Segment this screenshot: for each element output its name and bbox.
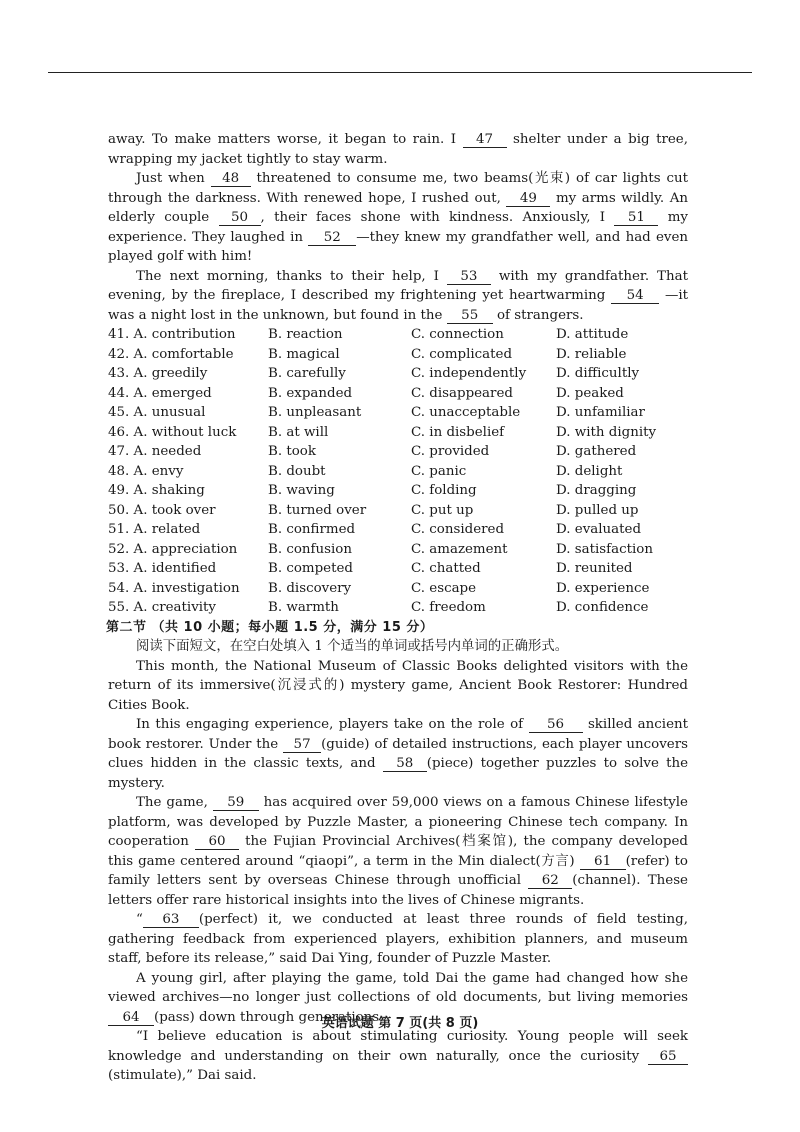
option-row-51 [108, 520, 688, 540]
text: with my grandfather. That evening, by the fireplace, I described my frightening yet heartwarming [108, 268, 688, 303]
option-row-49 [108, 481, 688, 501]
option-row-48 [108, 462, 688, 482]
top-rule [48, 72, 752, 73]
blank-57[interactable]: 57 [283, 737, 321, 753]
option-d[interactable]: D. confidence [556, 600, 649, 615]
option-c[interactable]: C. provided [411, 444, 490, 459]
option-c[interactable]: C. freedom [411, 600, 486, 615]
option-b[interactable]: B. warmth [268, 600, 339, 615]
text: “I believe education is about stimulating curiosity. Young people will seek knowledge and understanding on their own naturally, once the curiosity [108, 1029, 688, 1064]
option-a[interactable]: 49. A. shaking [108, 483, 205, 498]
passage2-paragraph-3 [108, 793, 688, 910]
option-d[interactable]: D. difficultly [556, 366, 640, 381]
option-c[interactable]: C. chatted [411, 561, 481, 576]
option-b[interactable]: B. at will [268, 424, 329, 440]
option-row-45 [108, 403, 688, 423]
text: (pass) down through generations. [154, 1009, 384, 1025]
option-row-55 [108, 598, 688, 618]
option-b[interactable]: B. waving [268, 483, 335, 498]
option-c[interactable]: C. folding [411, 483, 477, 498]
passage1-paragraph-3 [108, 267, 688, 326]
text: has acquired over 59,000 views on a famous Chinese lifestyle platform, was developed by Puzzle Master, a pioneering Chinese tech company. In cooperation [108, 795, 688, 849]
blank-55[interactable]: 55 [447, 308, 493, 324]
blank-54[interactable]: 54 [611, 288, 659, 304]
option-a[interactable]: 42. A. comfortable [108, 346, 234, 362]
passage1-paragraph-1 [108, 130, 688, 169]
option-d[interactable]: D. reunited [556, 561, 633, 576]
option-c[interactable]: C. put up [411, 502, 474, 518]
option-row-50 [108, 501, 688, 521]
option-row-54 [108, 579, 688, 599]
option-a[interactable]: 51. A. related [108, 522, 201, 537]
option-row-46 [108, 423, 688, 443]
option-a[interactable]: 55. A. creativity [108, 600, 217, 615]
option-b[interactable]: B. turned over [268, 502, 367, 518]
text: Just when [136, 171, 205, 186]
option-c[interactable]: C. in disbelief [411, 424, 505, 440]
text: shelter under a big tree, wrapping my jacket tightly to stay warm. [108, 132, 688, 167]
text: the Fujian Provincial Archives(档案馆), the company developed this game centered around “qiaopi”, a term in the Min dialect(方言) [108, 834, 688, 869]
option-b[interactable]: B. expanded [268, 385, 353, 401]
text: away. To make matters worse, it began to rain. I [108, 132, 457, 147]
option-a[interactable]: 46. A. without luck [108, 424, 237, 440]
option-row-42 [108, 345, 688, 365]
section2-instruction: 阅读下面短文，在空白处填入 1 个适当的单词或括号内单词的正确形式。 [136, 639, 569, 654]
option-d[interactable]: D. unfamiliar [556, 405, 645, 420]
passage2-paragraph-6 [108, 1027, 688, 1086]
option-c[interactable]: C. escape [411, 580, 477, 596]
option-c[interactable]: C. independently [411, 366, 527, 381]
option-a[interactable]: 52. A. appreciation [108, 541, 238, 557]
text: (refer) to family letters sent by overseas Chinese through unofficial [108, 853, 688, 888]
option-row-52 [108, 540, 688, 560]
passage2-paragraph-4 [108, 910, 688, 969]
text: —they knew my grandfather well, and had even played golf with him! [108, 229, 688, 264]
option-b[interactable]: B. discovery [268, 580, 352, 596]
blank-61[interactable]: 61 [580, 854, 626, 870]
option-row-43 [108, 364, 688, 384]
exam-content [108, 130, 688, 1086]
option-d[interactable]: D. reliable [556, 346, 627, 362]
passage2-paragraph-1: This month, the National Museum of Classic Books delighted visitors with the return of its immersive(沉浸式的) mystery game, Ancient Book Restorer: Hundred Cities Book. [108, 658, 688, 713]
option-d[interactable]: D. with dignity [556, 424, 657, 440]
option-c[interactable]: C. connection [411, 327, 504, 342]
option-a[interactable]: 48. A. envy [108, 463, 184, 479]
option-a[interactable]: 53. A. identified [108, 561, 217, 576]
option-row-53 [108, 559, 688, 579]
text: A young girl, after playing the game, told Dai the game had changed how she viewed archives—no longer just collections of old documents, but living memories [108, 970, 688, 1005]
option-b[interactable]: B. doubt [268, 463, 326, 479]
option-d[interactable]: D. experience [556, 580, 650, 596]
option-a[interactable]: 54. A. investigation [108, 580, 240, 596]
option-row-44 [108, 384, 688, 404]
text: “ [136, 912, 143, 927]
option-a[interactable]: 43. A. greedily [108, 366, 208, 381]
option-c[interactable]: C. considered [411, 522, 505, 537]
option-c[interactable]: C. complicated [411, 346, 513, 362]
blank-51[interactable]: 51 [614, 210, 658, 226]
blank-59[interactable]: 59 [213, 795, 259, 811]
blank-53[interactable]: 53 [447, 269, 491, 285]
text: (guide) of detailed instructions, each player uncovers clues hidden in the classic texts, and [108, 736, 688, 771]
blank-65[interactable]: 65 [648, 1049, 688, 1065]
option-a[interactable]: 44. A. emerged [108, 385, 212, 401]
option-d[interactable]: D. delight [556, 463, 623, 479]
page-footer: 英语试题 第 7 页(共 8 页) [321, 1016, 479, 1031]
option-c[interactable]: C. amazement [411, 541, 508, 557]
option-c[interactable]: C. unacceptable [411, 405, 521, 420]
option-d[interactable]: D. attitude [556, 327, 629, 342]
option-row-47 [108, 442, 688, 462]
option-b[interactable]: B. confusion [268, 541, 352, 557]
option-d[interactable]: D. pulled up [556, 502, 639, 518]
option-row-41 [108, 325, 688, 345]
option-d[interactable]: D. satisfaction [556, 541, 653, 557]
text: my arms wildly. An elderly couple [108, 190, 688, 225]
option-a[interactable]: 45. A. unusual [108, 405, 206, 420]
text: threatened to consume me, two beams(光束) of car lights cut through the darkness. With renewed hope, I rushed out, [108, 171, 689, 206]
text: skilled ancient book restorer. Under the [108, 717, 688, 752]
text: —it was a night lost in the unknown, but found in the [108, 288, 688, 323]
blank-62[interactable]: 62 [528, 873, 572, 889]
text: (piece) together puzzles to solve the mystery. [108, 756, 689, 791]
section2-heading: 第二节 （共 10 小题；每小题 1.5 分，满分 15 分） [106, 619, 434, 635]
text: The next morning, thanks to their help, I [136, 268, 439, 284]
blank-49[interactable]: 49 [506, 191, 550, 207]
option-a[interactable]: 50. A. took over [108, 502, 216, 518]
blank-47[interactable]: 47 [463, 132, 507, 148]
blank-58[interactable]: 58 [383, 756, 427, 772]
passage1-paragraph-2 [108, 169, 688, 267]
blank-63[interactable]: 63 [143, 912, 199, 928]
option-d[interactable]: D. gathered [556, 444, 637, 459]
option-b[interactable]: B. reaction [268, 327, 343, 342]
text: (stimulate),” Dai said. [108, 1068, 257, 1083]
blank-60[interactable]: 60 [195, 834, 239, 850]
blank-50[interactable]: 50 [219, 210, 261, 226]
blank-52[interactable]: 52 [308, 230, 356, 246]
option-c[interactable]: C. disappeared [411, 385, 513, 401]
option-d[interactable]: D. peaked [556, 385, 624, 401]
option-a[interactable]: 47. A. needed [108, 444, 202, 459]
blank-48[interactable]: 48 [211, 171, 251, 187]
option-d[interactable]: D. dragging [556, 483, 637, 498]
text: In this engaging experience, players take on the role of [136, 717, 524, 732]
option-b[interactable]: B. magical [268, 346, 340, 362]
blank-64[interactable]: 64 [108, 1010, 154, 1026]
text: my experience. They laughed in [108, 210, 688, 245]
passage2-paragraph-2 [108, 715, 688, 793]
option-b[interactable]: B. took [268, 444, 316, 459]
option-b[interactable]: B. confirmed [268, 522, 356, 537]
text: (perfect) it, we conducted at least three rounds of field testing, gathering feedback from experienced players, exhibition planners, and museum staff, before its release,” said Dai Ying, founder of Puzzle Master. [108, 912, 688, 966]
text: The game, [136, 795, 208, 810]
option-a[interactable]: 41. A. contribution [108, 327, 236, 342]
answer-options [108, 325, 688, 618]
text: , their faces shone with kindness. Anxiously, I [260, 210, 606, 225]
option-b[interactable]: B. carefully [268, 366, 346, 381]
option-d[interactable]: D. evaluated [556, 522, 642, 537]
text: of strangers. [496, 307, 584, 323]
text: (channel). These letters offer rare historical insights into the lives of Chinese migrants. [108, 873, 688, 908]
option-b[interactable]: B. competed [268, 561, 353, 576]
option-b[interactable]: B. unpleasant [268, 405, 362, 420]
blank-56[interactable]: 56 [529, 717, 583, 733]
option-c[interactable]: C. panic [411, 463, 467, 479]
